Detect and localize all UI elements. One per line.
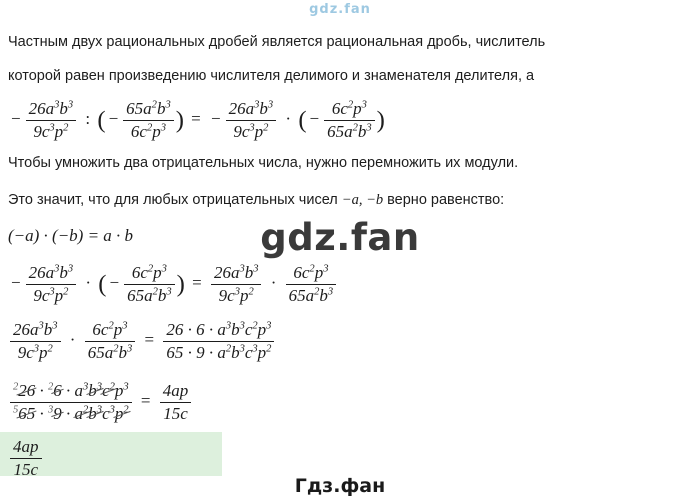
paragraph-1-line-1: Частным двух рациональных дробей является рациональная дробь, числитель bbox=[8, 34, 546, 50]
answer-numerator: 4ap bbox=[13, 437, 39, 456]
paragraph-3-prefix: Это значит, что для любых отрицательных чисел bbox=[8, 192, 338, 208]
watermark-center: gdz.fan bbox=[260, 216, 420, 259]
paragraph-2: Чтобы умножить два отрицательных числа, нужно перемножить их модули. bbox=[8, 155, 519, 171]
paragraph-1-line-2: которой равен произведению числителя делимого и знаменателя делителя, а bbox=[8, 68, 535, 84]
watermark-top: gdz.fan bbox=[309, 2, 371, 17]
math-answer bbox=[8, 437, 44, 480]
paragraph-3 bbox=[8, 192, 504, 209]
answer-denominator: 15c bbox=[10, 458, 42, 480]
watermark-bottom: Гдз.фан bbox=[294, 475, 386, 497]
math-expression-1: − $\frac{26a^3b^3}{9c^3p^2}$ : ( − $\frac{65a^2b^3}{6c^2p^3}$ ) = − $\frac{26a^3b^3}{9c^3p^2}$ · ( − $\frac{6c^2p^3}{65a^2b^3}$ ) bbox=[11, 99, 385, 141]
identity-text: (−a) · (−b) = a · b bbox=[8, 226, 134, 245]
math-expression-4: $\frac{^226 \cdot ^26 \cdot a^3b^3c^2p^3}{^565 \cdot ^39 \cdot a^2b^3c^3p^2}$ = $\frac{4ap}{15c}$ bbox=[8, 381, 193, 424]
math-expression-3: $\frac{26a^3b^3}{9c^3p^2}$ · $\frac{6c^2p^3}{65a^2b^3}$ = $\frac{26 \cdot 6 \cdot a^3b^3c^2p^3}{65 \cdot 9 \cdot a^2b^3c^3p^2}$ bbox=[8, 320, 276, 363]
math-expression-2: − $\frac{26a^3b^3}{9c^3p^2}$ · ( − $\frac{6c^2p^3}{65a^2b^3}$ ) = $\frac{26a^3b^3}{9c^3p^2}$ · $\frac{6c^2p^3}{65a^2b^3}$ bbox=[8, 263, 338, 306]
paragraph-3-math: −a, −b bbox=[341, 192, 384, 208]
paragraph-3-suffix: верно равенство: bbox=[387, 192, 505, 208]
